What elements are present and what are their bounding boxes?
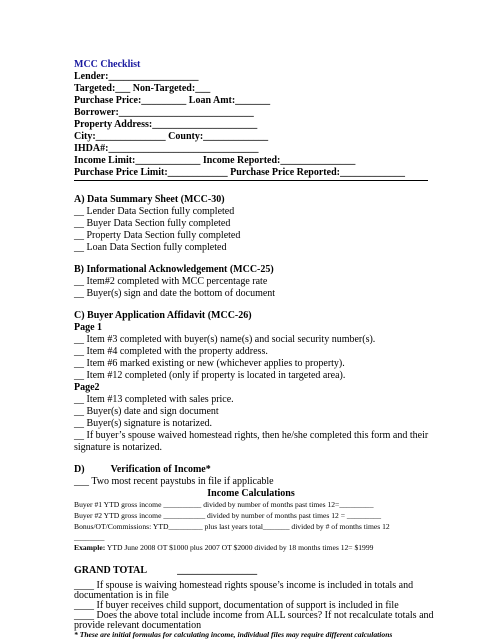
city-county-field: City:______________ County:_____________ bbox=[74, 131, 269, 142]
checklist-item: ____ Does the above total include income from ALL sources? If not recalculate totals and bbox=[74, 610, 434, 621]
checklist-item: __ Item #6 marked existing or new (whichever applies to property). bbox=[74, 358, 345, 369]
checklist-item: __ Property Data Section fully completed bbox=[74, 230, 241, 241]
checklist-item-continued: documentation is in file bbox=[74, 590, 169, 601]
grand-total-blank: ________________ bbox=[177, 565, 258, 576]
page1-label: Page 1 bbox=[74, 322, 103, 333]
page2-label: Page2 bbox=[74, 382, 100, 393]
income-calculations-title: Income Calculations bbox=[207, 488, 295, 499]
page-title: MCC Checklist bbox=[74, 59, 141, 70]
checklist-item: ____ If spouse is waiving homestead rights spouse’s income is included in totals and bbox=[74, 580, 414, 591]
targeted-field: Targeted:___ Non-Targeted:___ bbox=[74, 83, 211, 94]
section-c-heading: C) Buyer Application Affidavit (MCC-26) bbox=[74, 310, 252, 321]
calc-line: ________ bbox=[74, 533, 105, 542]
purchase-price-limit-field: Purchase Price Limit:____________ Purchase Price Reported:_____________ bbox=[74, 167, 405, 178]
section-d-letter: D) bbox=[74, 464, 85, 475]
header-divider bbox=[74, 180, 428, 181]
section-d-title: Verification of Income* bbox=[110, 464, 211, 475]
checklist-item: __ Item #13 completed with sales price. bbox=[74, 394, 234, 405]
checklist-item: ___ Two most recent paystubs in file if applicable bbox=[74, 476, 274, 487]
checklist-item-continued: signature is notarized. bbox=[74, 442, 163, 453]
checklist-item: __ Buyer(s) signature is notarized. bbox=[74, 418, 213, 429]
grand-total-label: GRAND TOTAL bbox=[74, 565, 148, 576]
example-line bbox=[74, 544, 373, 552]
section-d-heading bbox=[74, 465, 211, 475]
checklist-item: __ Buyer(s) sign and date the bottom of document bbox=[74, 288, 276, 299]
income-limit-field: Income Limit:_____________ Income Reported:_______________ bbox=[74, 155, 356, 166]
section-a-heading: A) Data Summary Sheet (MCC-30) bbox=[74, 194, 225, 205]
checklist-item: ____ If buyer receives child support, documentation of support is included in file bbox=[74, 600, 399, 611]
checklist-item-continued: provide relevant documentation bbox=[74, 620, 202, 631]
lender-field: Lender:__________________ bbox=[74, 71, 199, 82]
checklist-item: __ Buyer Data Section fully completed bbox=[74, 218, 231, 229]
footnote: * These are initial formulas for calculating income, individual files may require different calculations bbox=[74, 630, 393, 639]
calc-line: Buyer #2 YTD gross income ___________ divided by number of months past times 12 = _________ bbox=[74, 511, 382, 520]
checklist-item: __ Item #12 completed (only if property is located in targeted area). bbox=[74, 370, 346, 381]
ihda-field: IHDA#:______________________________ bbox=[74, 143, 259, 154]
calc-line: Buyer #1 YTD gross income __________ divided by number of months past times 12=_________ bbox=[74, 500, 374, 509]
checklist-item: __ Buyer(s) date and sign document bbox=[74, 406, 219, 417]
example-text: YTD June 2008 OT $1000 plus 2007 OT $2000 divided by 18 months times 12= $1999 bbox=[105, 543, 374, 552]
calc-line: Bonus/OT/Commissions: YTD_________ plus last years total_______ divided by # of months times 12 bbox=[74, 522, 390, 531]
checklist-item: __ Loan Data Section fully completed bbox=[74, 242, 227, 253]
borrower-field: Borrower:___________________________ bbox=[74, 107, 254, 118]
purchase-price-field: Purchase Price:_________ Loan Amt:_______ bbox=[74, 95, 271, 106]
checklist-item: __ If buyer’s spouse waived homestead rights, then he/she completed this form and their bbox=[74, 430, 429, 441]
checklist-item: __ Lender Data Section fully completed bbox=[74, 206, 235, 217]
example-label: Example: bbox=[74, 543, 106, 552]
property-address-field: Property Address:_____________________ bbox=[74, 119, 258, 130]
grand-total-row bbox=[74, 566, 257, 576]
checklist-item: __ Item #3 completed with buyer(s) name(s) and social security number(s). bbox=[74, 334, 376, 345]
section-b-heading: B) Informational Acknowledgement (MCC-25) bbox=[74, 264, 274, 275]
checklist-item: __ Item#2 completed with MCC percentage rate bbox=[74, 276, 268, 287]
checklist-item: __ Item #4 completed with the property address. bbox=[74, 346, 268, 357]
